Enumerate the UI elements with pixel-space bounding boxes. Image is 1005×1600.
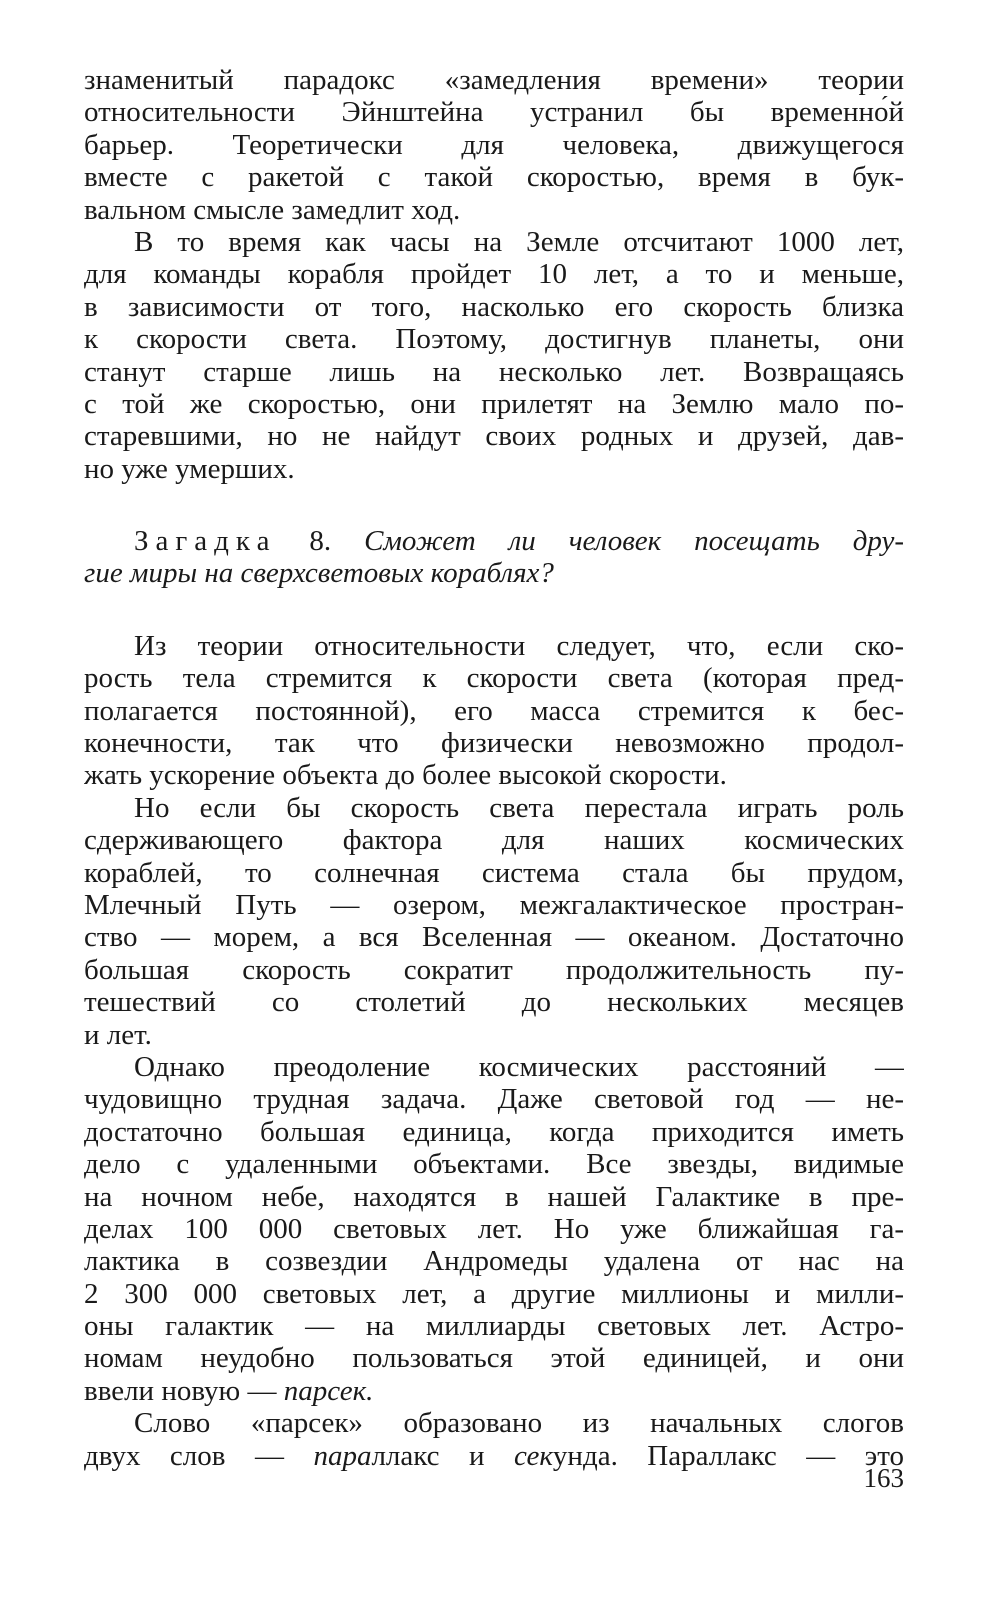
text-line: барьер. Теоретически для человека, движущегося [84, 128, 904, 161]
riddle-heading-line [84, 525, 904, 557]
text-line: и лет. [84, 1018, 152, 1051]
text-line: в зависимости от того, насколько его скорость близка [84, 290, 904, 323]
italic-term: парсек. [283, 1374, 374, 1407]
text-line [84, 1375, 904, 1407]
page-number: 163 [863, 1463, 904, 1493]
italic-syllable: сек [513, 1439, 553, 1472]
paragraph-4 [84, 792, 904, 1051]
text-line: для команды корабля пройдет 10 лет, а то и меньше, [84, 258, 904, 291]
text-line: 2 300 000 световых лет, а другие миллионы и милли- [84, 1277, 904, 1310]
text-fragment: двух слов — [84, 1439, 314, 1472]
text-line: вальном смысле замедлит ход. [84, 193, 461, 226]
paragraph-5 [84, 1051, 904, 1407]
text-line: сдерживающего фактора для наших космических [84, 824, 904, 857]
text-line: Из теории относительности следует, что, если ско- [134, 629, 904, 662]
text-line: старевшими, но не найдут своих родных и друзей, дав- [84, 420, 904, 453]
riddle-label: Загадка [134, 525, 277, 558]
text-line: с той же скоростью, они прилетят на Землю мало по- [84, 387, 904, 420]
spacer [84, 485, 904, 525]
page-text [84, 64, 904, 1472]
text-line: кораблей, то солнечная система стала бы прудом, [84, 856, 904, 889]
riddle-title-continued: гие миры на сверхсветовых кораблях? [84, 557, 554, 590]
spacer [84, 590, 904, 630]
text-line: конечности, так что физически невозможно продол- [84, 727, 904, 760]
text-line: оны галактик — на миллиарды световых лет. Астро- [84, 1310, 904, 1343]
text-line: к скорости света. Поэтому, достигнув планеты, они [84, 323, 904, 356]
text-line: на ночном небе, находятся в нашей Галактике в пре- [84, 1180, 904, 1213]
paragraph-6 [84, 1407, 904, 1472]
text-line: В то время как часы на Земле отсчитают 1000 лет, [134, 225, 904, 258]
text-fragment: унда. Параллакс — это [552, 1439, 904, 1472]
paragraph-3 [84, 630, 904, 792]
text-line: чудовищно трудная задача. Даже световой год — не- [84, 1083, 904, 1116]
text-line: ство — морем, а вся Вселенная — океаном. Достаточно [84, 921, 904, 954]
text-line: станут старше лишь на несколько лет. Возвращаясь [84, 355, 904, 388]
text-line: относительности Эйнштейна устранил бы временно́й [84, 96, 904, 129]
text-fragment: ллакс и [371, 1439, 514, 1472]
paragraph-2 [84, 226, 904, 485]
text-line: Однако преодоление космических расстояний — [134, 1050, 904, 1083]
italic-syllable: пара [313, 1439, 372, 1472]
text-line: дело с удаленными объектами. Все звезды, видимые [84, 1148, 904, 1181]
text-fragment: ввели новую — [84, 1374, 284, 1407]
text-line: Слово «парсек» образовано из начальных слогов [134, 1407, 904, 1440]
paragraph-1 [84, 64, 904, 226]
text-line: вместе с ракетой с такой скоростью, время в бук- [84, 161, 904, 194]
text-line: знаменитый парадокс «замедления времени» теории [84, 64, 904, 96]
text-line: лактика в созвездии Андромеды удалена от нас на [84, 1245, 904, 1278]
text-line: тешествий со столетий до нескольких месяцев [84, 986, 904, 1019]
riddle-heading [84, 525, 904, 590]
text-line: достаточно большая единица, когда приходится иметь [84, 1115, 904, 1148]
text-line: Но если бы скорость света перестала играть роль [134, 791, 904, 824]
text-line: рость тела стремится к скорости света (которая пред- [84, 662, 904, 695]
text-line: большая скорость сократит продолжительность пу- [84, 953, 904, 986]
text-line: делах 100 000 световых лет. Но уже ближайшая га- [84, 1212, 904, 1245]
text-line: Млечный Путь — озером, межгалактическое простран- [84, 888, 904, 921]
text-line: номам неудобно пользоваться этой единицей, и они [84, 1342, 904, 1375]
text-line: жать ускорение объекта до более высокой скорости. [84, 759, 727, 792]
text-line: но уже умерших. [84, 452, 295, 485]
text-line: полагается постоянной), его масса стремится к бес- [84, 694, 904, 727]
riddle-title: Сможет ли человек посещать дру- [364, 525, 904, 558]
text-line [84, 1440, 904, 1472]
riddle-number: 8. [309, 525, 332, 558]
